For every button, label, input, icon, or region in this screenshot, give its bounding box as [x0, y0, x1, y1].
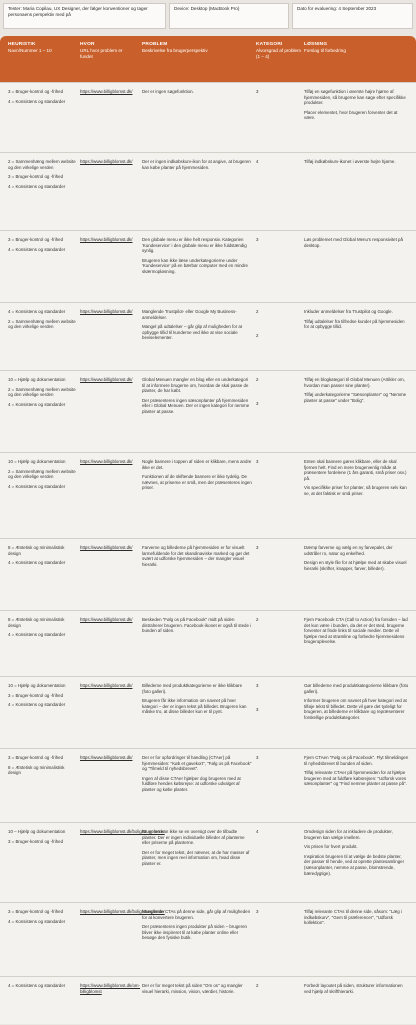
cell-url[interactable] [80, 617, 132, 623]
cell-problem [142, 829, 252, 871]
cell-heuristic [8, 983, 78, 993]
cell-url[interactable] [80, 89, 132, 95]
cell-solution-text: Placer elementet, hvor brugeren forventer det at være. [304, 109, 398, 121]
cell-category-text: 3 [256, 755, 259, 760]
cell-solution-text: Omdesign siden for at inkludere de produkter, brugeren kan vælge imellem. [304, 829, 393, 840]
cell-problem-text: Der er for meget tekst på siden "Om os" og mangler visuel hierarki, mission, vision, værdier, historie. [142, 983, 243, 994]
cell-heuristic [8, 89, 78, 108]
cell-problem-text: Manglende CTAs på denne side, går glip af muligheden for at konvertere brugeren. [142, 909, 251, 920]
cell-heuristic-text: 10 = Hjælp og dokumentation [8, 683, 66, 688]
cell-heuristic [8, 617, 78, 642]
cell-solution [304, 309, 409, 334]
date-info: Dato for evaluering: 4 September 2023 [292, 3, 413, 29]
cell-solution [304, 89, 409, 125]
cell-heuristic-text: 8 = Æstetisk og minimalistisk design [8, 617, 65, 628]
cell-heuristic-text: 8 = Æstetisk og minimalistisk design [8, 764, 65, 776]
tester-info: Tester: Maria Copilau, UX Designer, der følger konventioner og tager personaens perspektiv med på [3, 3, 166, 29]
table-row [0, 902, 416, 977]
cell-heuristic-text: 3 = Bruger-kontrol og -frihed [8, 89, 64, 94]
cell-heuristic [8, 159, 78, 193]
cell-category [256, 983, 304, 1007]
cell-category-text: 3 [256, 706, 259, 712]
cell-problem-text: Beskeden "Følg os på Facebook" midt på siden distraherer brugeren. Facebook-ikonet er også til stede i bunden af siden. [142, 617, 252, 634]
cell-category-text: 2 [256, 983, 259, 988]
cell-problem-text: Nogle bannere i toppen af siden er klikbare, mens andre ikke er det. [142, 459, 252, 470]
header-solution: LØSNING Forslag til forbedring [304, 42, 346, 53]
page-link[interactable]: https://www.billigblomst.dk/ [80, 545, 133, 550]
cell-solution-text: Tilføj relevante CTAs til denne side, såsom: "Læg i indkøbskurv", "Gem til præferencer", "Udforsk kollektion". [304, 909, 402, 926]
page-link[interactable]: https://www.billigblomst.dk/ [80, 683, 133, 688]
cell-heuristic [8, 683, 78, 712]
cell-solution-text: Tilføj underkategorierne "Sæsonplanter" og "Nemme planter at passe" under "Bolig". [304, 392, 407, 403]
cell-problem-text: Der er ingen indkøbskurv-ikon for at angive, at brugeren kan købe planter på hjemmesiden. [142, 159, 251, 170]
cell-url[interactable] [80, 377, 132, 383]
cell-solution-text: Tilføj en søgefunktion i øverste højre hjørne af hjemmesiden, så brugerne kan søge efter specifikke produkter. [304, 89, 406, 106]
cell-solution [304, 459, 409, 501]
cell-url[interactable] [80, 829, 165, 835]
cell-problem [142, 159, 252, 174]
cell-heuristic-text: 3 = Bruger-kontrol og -frihed [8, 755, 64, 760]
cell-category-text: 3 [256, 683, 259, 688]
cell-solution-text: Design en style file for at hjælpe med at skabe visuel hierarki (skrifter, knapper, farver, billeder). [304, 560, 407, 571]
cell-category [256, 683, 304, 730]
cell-solution [304, 617, 409, 649]
cell-problem-text: Der er ingen søgefunktion. [142, 89, 194, 94]
cell-solution-text: Fjern Facebook CTA (Call to Action) fra forsiden – lad det kun være i bunden, da det er det sted, brugerne forventer at finde links til sociale medier. Dette vil hjælpe med at strømline og forbedre hjemmesidens brugeroplevelse. [304, 617, 408, 645]
cell-solution [304, 755, 409, 791]
page-link[interactable]: https://www.billigblomst.dk/ [80, 89, 133, 94]
cell-problem-text: Der er for opfordringer til handling (CTAer) på hjemmesiden: "Køb et gavekort", "Følg os på Facebook" og "Tilmeld til nyhedsbrevet". [142, 755, 252, 772]
cell-url[interactable] [80, 237, 132, 243]
cell-category [256, 909, 304, 933]
cell-solution [304, 159, 409, 169]
cell-problem-text: Brugeren kan ikke læse underkategorierne under 'Kundeservice' på en bærbar computer med en mindre skærmopløsning. [142, 257, 248, 274]
cell-category [256, 829, 304, 853]
cell-heuristic-text: 10 = Hjælp og dokumentation [8, 459, 66, 464]
cell-problem-text: Der præsenteres ingen produkter på siden – brugeren bliver ikke inspireret til at købe planter online eller besøge den fysiske butik. [142, 924, 247, 941]
cell-heuristic-text: 3 = Bruger-kontrol og -frihed [8, 838, 64, 844]
cell-problem-text: Der præsenteres ingen sæsonplanter på hjemmesiden eller i Global Menuen. Der er ingen kategori for nemme planter at passe. [142, 397, 250, 414]
cell-solution-text: Løs problemet med Global Menu's responsivitet på desktop. [304, 237, 403, 248]
cell-solution-text: Gør billederne med produktkategorierne klikbare (foto galleri). [304, 683, 409, 694]
cell-heuristic-text: 8 = Æstetisk og minimalistisk design [8, 545, 65, 556]
cell-solution-text: Tilføj relevante CTAer på hjemmesiden for at hjælpe brugeren med at fuldføre købsrejsen: "Udforsk vores sæsonplanter" og "Find nemme planter at passe på". [304, 770, 407, 787]
cell-category [256, 159, 304, 183]
cell-solution [304, 683, 409, 725]
cell-solution-text: Inkluder anmeldelser fra Trustpilot og Google. [304, 309, 393, 314]
cell-solution-text: Vis specifikke priser for planter, så brugeren selv kan se, at det faktisk er små priser. [304, 485, 407, 496]
header-category: KATEGORI Alvorsgrad af problem (1 – 4) [256, 42, 301, 59]
cell-category-text: 4 [256, 159, 259, 164]
cell-problem [142, 909, 252, 945]
cell-url[interactable] [80, 983, 141, 994]
cell-problem-text: Ingen af disse CTAer hjælper dog brugeren med at fuldføre hendes købsrejse: at udforske udvalget af planter og købe planter. [142, 775, 241, 792]
cell-category-text: 3 [256, 89, 259, 94]
cell-heuristic-text: 4 = Konsistens og standarder [8, 983, 66, 988]
evaluation-meta [0, 0, 416, 34]
cell-heuristic-text: 2 = Sammenhæng mellem website og den virkelige verden [8, 386, 76, 398]
cell-solution-text: Informer brugeren om navnet på hver kategori ved at tilføje tekst til billedet. Dette vil gøre det tydeligt for brugeren, at billederne er klikbare og repræsenterer forskellige produktkategorier. [304, 698, 407, 720]
cell-solution-text: Inspiration brugeren til at vælge de bedste planter, der passer til hende, ved at oprette plantesamlinger (sæsonplanter, nemme at passe, blomstrende, bæredygtige). [304, 853, 405, 876]
cell-solution-text: Fjern CTAen "Følg os på Facebook". Flyt tilmeldingen til nyhedsbrevet til bunden af siden. [304, 755, 409, 766]
cell-problem-text: Billederne med produktkategorierne er ikke klikbare (foto galleri). [142, 683, 243, 694]
cell-category-text: 3 [256, 909, 259, 914]
cell-url[interactable] [80, 545, 132, 551]
table-row [0, 302, 416, 371]
header-heuristic: HEURISTIK Navn/Nummer 1 – 10 [8, 42, 52, 53]
cell-category-text: 3 [256, 400, 259, 406]
cell-problem [142, 309, 252, 345]
table-body [0, 82, 416, 1024]
cell-category-text: 3 [256, 545, 259, 550]
page-link[interactable]: https://www.billigblomst.dk/ [80, 377, 133, 382]
cell-category-text: 4 [256, 829, 259, 834]
table-row [0, 822, 416, 903]
cell-problem [142, 755, 252, 797]
cell-heuristic-text: 3 = Bruger-kontrol og -frihed [8, 237, 64, 242]
cell-heuristic-text: 4 = Konsistens og standarder [8, 632, 66, 638]
cell-category-text: 2 [256, 332, 259, 338]
cell-problem-text: Mangel på udtalelser – går glip af muligheden for at opbygge tillid til kunderne ved ikke at vise sociale beviselementer. [142, 324, 243, 341]
table-row [0, 152, 416, 231]
cell-heuristic-text: 4 = Konsistens og standarder [8, 246, 66, 252]
cell-solution-text: Tilføj en blogkategori til Global Menuen (Artikler om, hvordan man passer sine planter). [304, 377, 405, 388]
page-link[interactable]: https://www.billigblomst.dk/bolig/stueplanter [80, 909, 165, 914]
cell-solution-text: Tilføj udtalelser fra tilfredse kunder på hjemmesiden for at opbygge tillid. [304, 318, 405, 330]
table-row [0, 230, 416, 303]
cell-problem-text: Der er for meget tekst, der nævner, at de har masser af planter, men ingen reel information om, hvad disse planter er. [142, 849, 250, 866]
cell-url[interactable] [80, 683, 132, 689]
cell-heuristic-text: 3 = Bruger-kontrol og -frihed [8, 692, 64, 698]
cell-problem-text: Manglende Trustpilot- eller Google My Business-anmeldelser. [142, 309, 237, 320]
cell-heuristic [8, 309, 78, 334]
cell-category [256, 377, 304, 424]
table-row [0, 976, 416, 1025]
cell-solution-text: Enten skal bannere gøres klikbare, eller de skal fjernes helt. Find en mere brugervenlig måde at præsentere fordelene (1 års garanti, små priser osv.) på. [304, 459, 407, 481]
page-link[interactable]: https://www.billigblomst.dk/ [80, 617, 133, 622]
cell-problem [142, 545, 252, 571]
cell-problem-text: Global Menuen mangler en blog eller en underkategori til at informere brugerne om, hvordan de skal passe de planter, de har købt. [142, 377, 249, 394]
header-problem: PROBLEM Beskrivelse fra brugerperspektiv [142, 42, 208, 53]
table-row [0, 82, 416, 153]
table-row [0, 370, 416, 453]
cell-solution-text: Tilføj indkøbskurv-ikonet i øverste højre hjørne. [304, 159, 396, 164]
table-row [0, 676, 416, 749]
page-link[interactable]: https://www.billigblomst.dk/ [80, 309, 133, 314]
cell-solution-text: Forbedr layoutet på siden, strukturer informationen ved hjælp af skrifthierarki. [304, 983, 403, 994]
cell-heuristic-text: 4 = Konsistens og standarder [8, 560, 66, 566]
cell-url[interactable] [80, 309, 132, 315]
page-link[interactable]: https://www.billigblomst.dk/om-billigblomst [80, 983, 141, 994]
cell-url[interactable] [80, 909, 165, 915]
cell-heuristic-text: 2 = Sammenhæng mellem website og den virkelige verden [8, 468, 76, 480]
cell-category-text: 3 [256, 459, 259, 464]
page-link[interactable]: https://www.billigblomst.dk/bolig/stueplanter [80, 829, 165, 834]
cell-category [256, 617, 304, 641]
cell-problem [142, 617, 252, 638]
cell-heuristic [8, 909, 78, 928]
cell-url[interactable] [80, 159, 132, 165]
table-row [0, 610, 416, 677]
cell-heuristic [8, 829, 78, 848]
cell-heuristic-text: 3 = Bruger-kontrol og -frihed [8, 909, 64, 914]
table-row [0, 452, 416, 539]
cell-heuristic-text: 10 = Hjælp og dokumentation [8, 377, 66, 382]
cell-heuristic [8, 545, 78, 570]
cell-problem-text: Brugeren får ikke information om navnet på hver kategori – der er ingen tekst på billedet. Brugeren kan måske tro, at disse billeder kun er til pynt. [142, 698, 247, 715]
table-header [0, 36, 416, 82]
cell-url[interactable] [80, 755, 132, 761]
table-row [0, 538, 416, 611]
cell-url[interactable] [80, 459, 132, 465]
cell-problem [142, 683, 252, 719]
cell-problem-text: Funktionen af de skiftende bannere er ikke tydelig. De nævnes, at priserne er små, men der præsenteres ingen priser. [142, 474, 252, 491]
cell-problem [142, 89, 252, 99]
cell-heuristic-text: 10 – Hjælp og dokumentation [8, 829, 66, 834]
cell-category [256, 755, 304, 779]
cell-heuristic [8, 459, 78, 493]
cell-problem-text: Brugeren kan ikke se en oversigt over de tilbudte planter. Der er ingen individuelle billeder af planterne eller priserne på planterne. [142, 829, 245, 846]
cell-problem-text: Farverne og billederne på hjemmesiden er for visuelt larmefuldende for det skandinaviske marked og gør det svært at udforske hjemmesiden – der mangler visuel hierarki. [142, 545, 250, 567]
cell-solution-text: Dæmp farverne og vælg en ny farvepalet, der udstråler ro, natur og enkelhed. [304, 545, 393, 556]
cell-heuristic-text: 2 = Sammenhæng mellem website og den virkelige verden [8, 159, 76, 170]
cell-problem [142, 377, 252, 419]
cell-category [256, 545, 304, 569]
cell-category-text: 3 [256, 237, 259, 242]
page-link[interactable]: https://www.billigblomst.dk/ [80, 159, 133, 164]
cell-solution [304, 829, 409, 880]
cell-heuristic-text: 4 = Konsistens og standarder [8, 401, 66, 407]
cell-heuristic-text: 4 = Konsistens og standarder [8, 702, 66, 708]
cell-category [256, 89, 304, 113]
cell-solution-text: Vis prisen for hvert produkt. [304, 844, 358, 850]
cell-solution [304, 545, 409, 575]
cell-problem [142, 459, 252, 495]
cell-category [256, 459, 304, 483]
cell-category-text: 2 [256, 309, 259, 314]
cell-category [256, 237, 304, 261]
header-where: HVOR URL hvor problem er fundet [80, 42, 123, 59]
table-row [0, 748, 416, 823]
page-link[interactable]: https://www.billigblomst.dk/ [80, 755, 133, 760]
page-link[interactable]: https://www.billigblomst.dk/ [80, 237, 133, 242]
cell-solution [304, 237, 409, 252]
cell-heuristic-text: 4 = Konsistens og standarder [8, 309, 66, 314]
cell-problem [142, 983, 252, 998]
cell-heuristic-text: 4 = Konsistens og standarder [8, 183, 66, 189]
cell-heuristic [8, 237, 78, 256]
cell-problem [142, 237, 252, 279]
cell-heuristic-text: 2 = Sammenhæng mellem website og den virkelige verden [8, 318, 76, 330]
cell-category [256, 309, 304, 356]
cell-category-text: 2 [256, 377, 259, 382]
cell-heuristic-text: 4 = Konsistens og standarder [8, 918, 66, 924]
cell-heuristic-text: 3 = Bruger-kontrol og -frihed [8, 174, 64, 180]
cell-heuristic [8, 377, 78, 411]
cell-heuristic-text: 4 = Konsistens og standarder [8, 483, 66, 489]
cell-solution [304, 983, 409, 998]
cell-problem-text: Den globale menu er ikke helt responsiv. Kategorien 'Kundeservice' i den globale menu er ikke fuldstændig synlig. [142, 237, 247, 254]
cell-solution [304, 377, 409, 407]
cell-heuristic-text: 4 = Konsistens og standarder [8, 98, 66, 104]
cell-heuristic [8, 755, 78, 780]
device-info: Device: Desktop (MacBook Pro) [169, 3, 289, 29]
cell-category-text: 2 [256, 617, 259, 622]
cell-solution [304, 909, 409, 930]
page-link[interactable]: https://www.billigblomst.dk/ [80, 459, 133, 464]
